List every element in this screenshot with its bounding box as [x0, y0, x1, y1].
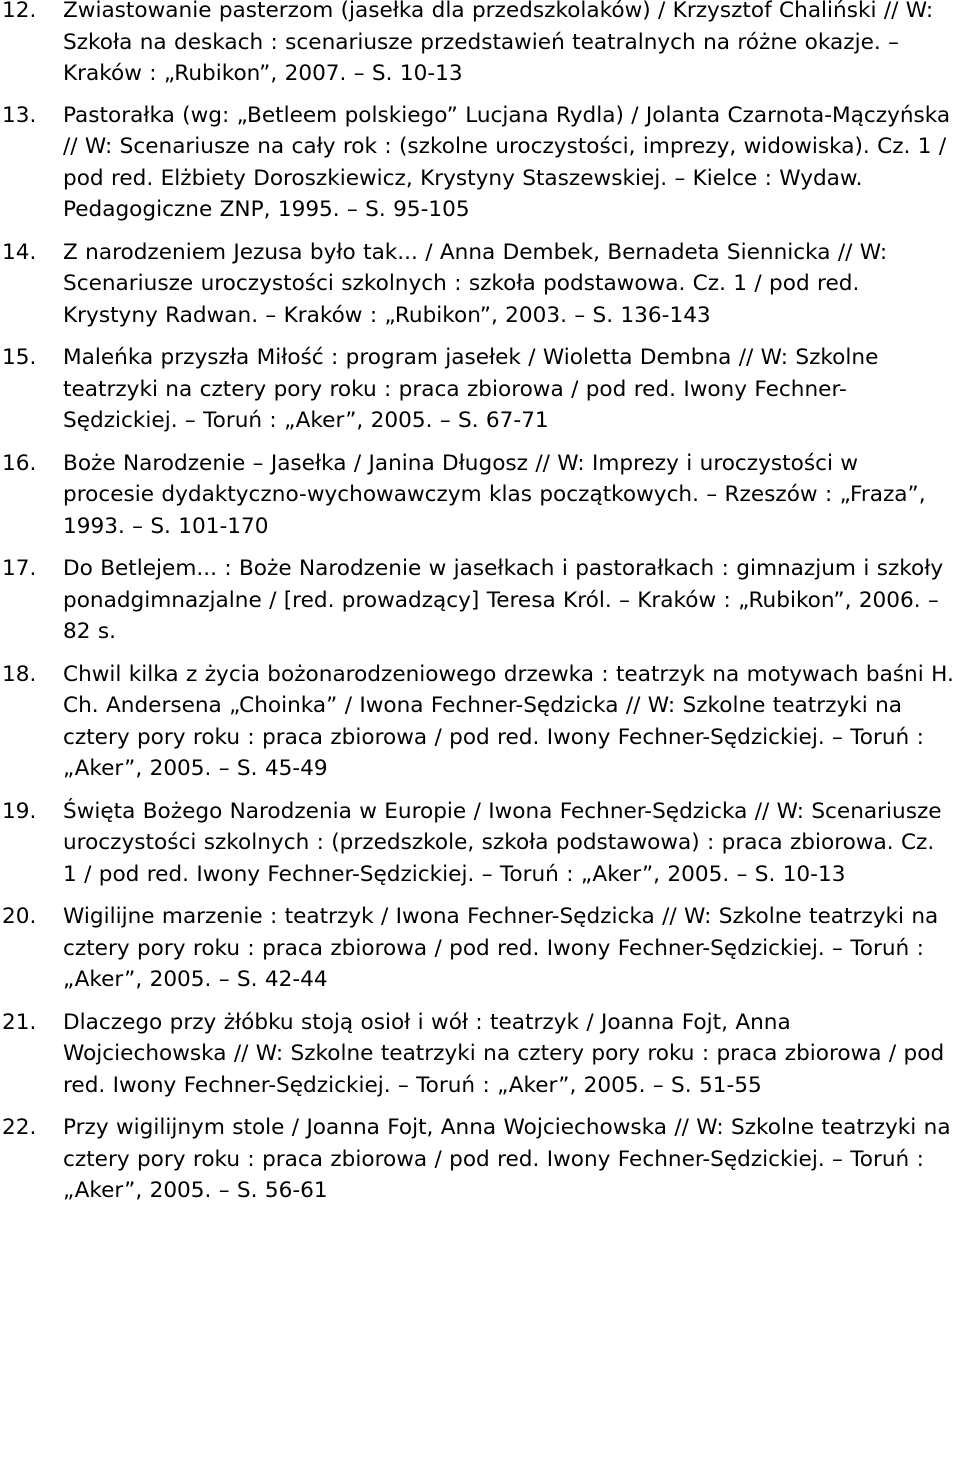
entry-number: 13. — [2, 102, 37, 128]
entry-text: Z narodzeniem Jezusa było tak... / Anna Dembek, Bernadeta Siennicka // W: Scenariusze uroczystości szkolnych : szkoła podstawowa. Cz. 1 / pod red. Krystyny Radwan. – Kraków : „Rubikon”, 2003. – S. 136-143 — [63, 239, 888, 328]
entry-text: Boże Narodzenie – Jasełka / Janina Długosz // W: Imprezy i uroczystości w procesie dydaktyczno-wychowawczym klas początkowych. – Rzeszów : „Fraza”, 1993. – S. 101-170 — [63, 450, 926, 539]
bibliography-entry — [0, 1112, 960, 1207]
bibliography-entry — [0, 796, 960, 891]
entry-number: 20. — [2, 904, 37, 929]
entry-text: Chwil kilka z życia bożonarodzeniowego drzewka : teatrzyk na motywach baśni H. Ch. Andersena „Choinka” / Iwona Fechner-Sędzicka // W: Szkolne teatrzyki na cztery pory roku : praca zbiorowa / pod red. Iwony Fechner-Sędzickiej. – Toruń : „Aker”, 2005. – S. 45-49 — [63, 661, 954, 781]
bibliography-entry — [0, 901, 960, 996]
entry-number: 14. — [2, 239, 37, 265]
entry-number: 21. — [2, 1009, 37, 1035]
entry-number: 19. — [2, 798, 37, 824]
bibliography-entry — [0, 100, 960, 226]
bibliography-entry — [0, 659, 960, 785]
bibliography-entry — [0, 0, 960, 90]
bibliography-entry — [0, 1007, 960, 1102]
entry-text: Wigilijne marzenie : teatrzyk / Iwona Fechner-Sędzicka // W: Szkolne teatrzyki na cztery pory roku : praca zbiorowa / pod red. Iwony Fechner-Sędzickiej. – Toruń : „Aker”, 2005. – S. 42-44 — [63, 904, 939, 992]
entry-text: Do Betlejem... : Boże Narodzenie w jasełkach i pastorałkach : gimnazjum i szkoły ponadgimnazjalne / [red. prowadzący] Teresa Król. – Kraków : „Rubikon”, 2006. – 82 s. — [63, 556, 944, 644]
entry-number: 17. — [2, 556, 37, 581]
entry-text: Zwiastowanie pasterzom (jasełka dla przedszkolaków) / Krzysztof Chaliński // W: Szkoła na deskach : scenariusze przedstawień teatralnych na różne okazje. – Kraków : „Rubikon”, 2007. – S. 10-13 — [63, 0, 934, 86]
bibliography-entry — [0, 237, 960, 332]
entry-number: 16. — [2, 450, 37, 476]
entry-text: Święta Bożego Narodzenia w Europie / Iwona Fechner-Sędzicka // W: Scenariusze uroczystości szkolnych : (przedszkole, szkoła podstawowa) : praca zbiorowa. Cz. 1 / pod red. Iwony Fechner-Sędzickiej. – Toruń : „Aker”, 2005. – S. 10-13 — [63, 798, 942, 887]
entry-text: Maleńka przyszła Miłość : program jasełek / Wioletta Dembna // W: Szkolne teatrzyki na cztery pory roku : praca zbiorowa / pod red. Iwony Fechner-Sędzickiej. – Toruń : „Aker”, 2005. – S. 67-71 — [63, 345, 879, 433]
entry-text: Dlaczego przy żłóbku stoją osioł i wół : teatrzyk / Joanna Fojt, Anna Wojciechowska // W: Szkolne teatrzyki na cztery pory roku : praca zbiorowa / pod red. Iwony Fechner-Sędzickiej. – Toruń : „Aker”, 2005. – S. 51-55 — [63, 1009, 945, 1098]
bibliography-entry — [0, 342, 960, 437]
bibliography-entry — [0, 553, 960, 648]
bibliography-entry — [0, 448, 960, 543]
entry-number: 22. — [2, 1115, 37, 1140]
entry-number: 15. — [2, 345, 37, 370]
entry-number: 12. — [2, 0, 37, 23]
entry-number: 18. — [2, 661, 37, 687]
entry-text: Pastorałka (wg: „Betleem polskiego” Lucjana Rydla) / Jolanta Czarnota-Mączyńska // W: Scenariusze na cały rok : (szkolne uroczystości, imprezy, widowiska). Cz. 1 / pod red. Elżbiety Doroszkiewicz, Krystyny Staszewskiej. – Kielce : Wydaw. Pedagogiczne ZNP, 1995. – S. 95-105 — [63, 102, 951, 222]
entry-text: Przy wigilijnym stole / Joanna Fojt, Anna Wojciechowska // W: Szkolne teatrzyki na cztery pory roku : praca zbiorowa / pod red. Iwony Fechner-Sędzickiej. – Toruń : „Aker”, 2005. – S. 56-61 — [63, 1115, 951, 1203]
